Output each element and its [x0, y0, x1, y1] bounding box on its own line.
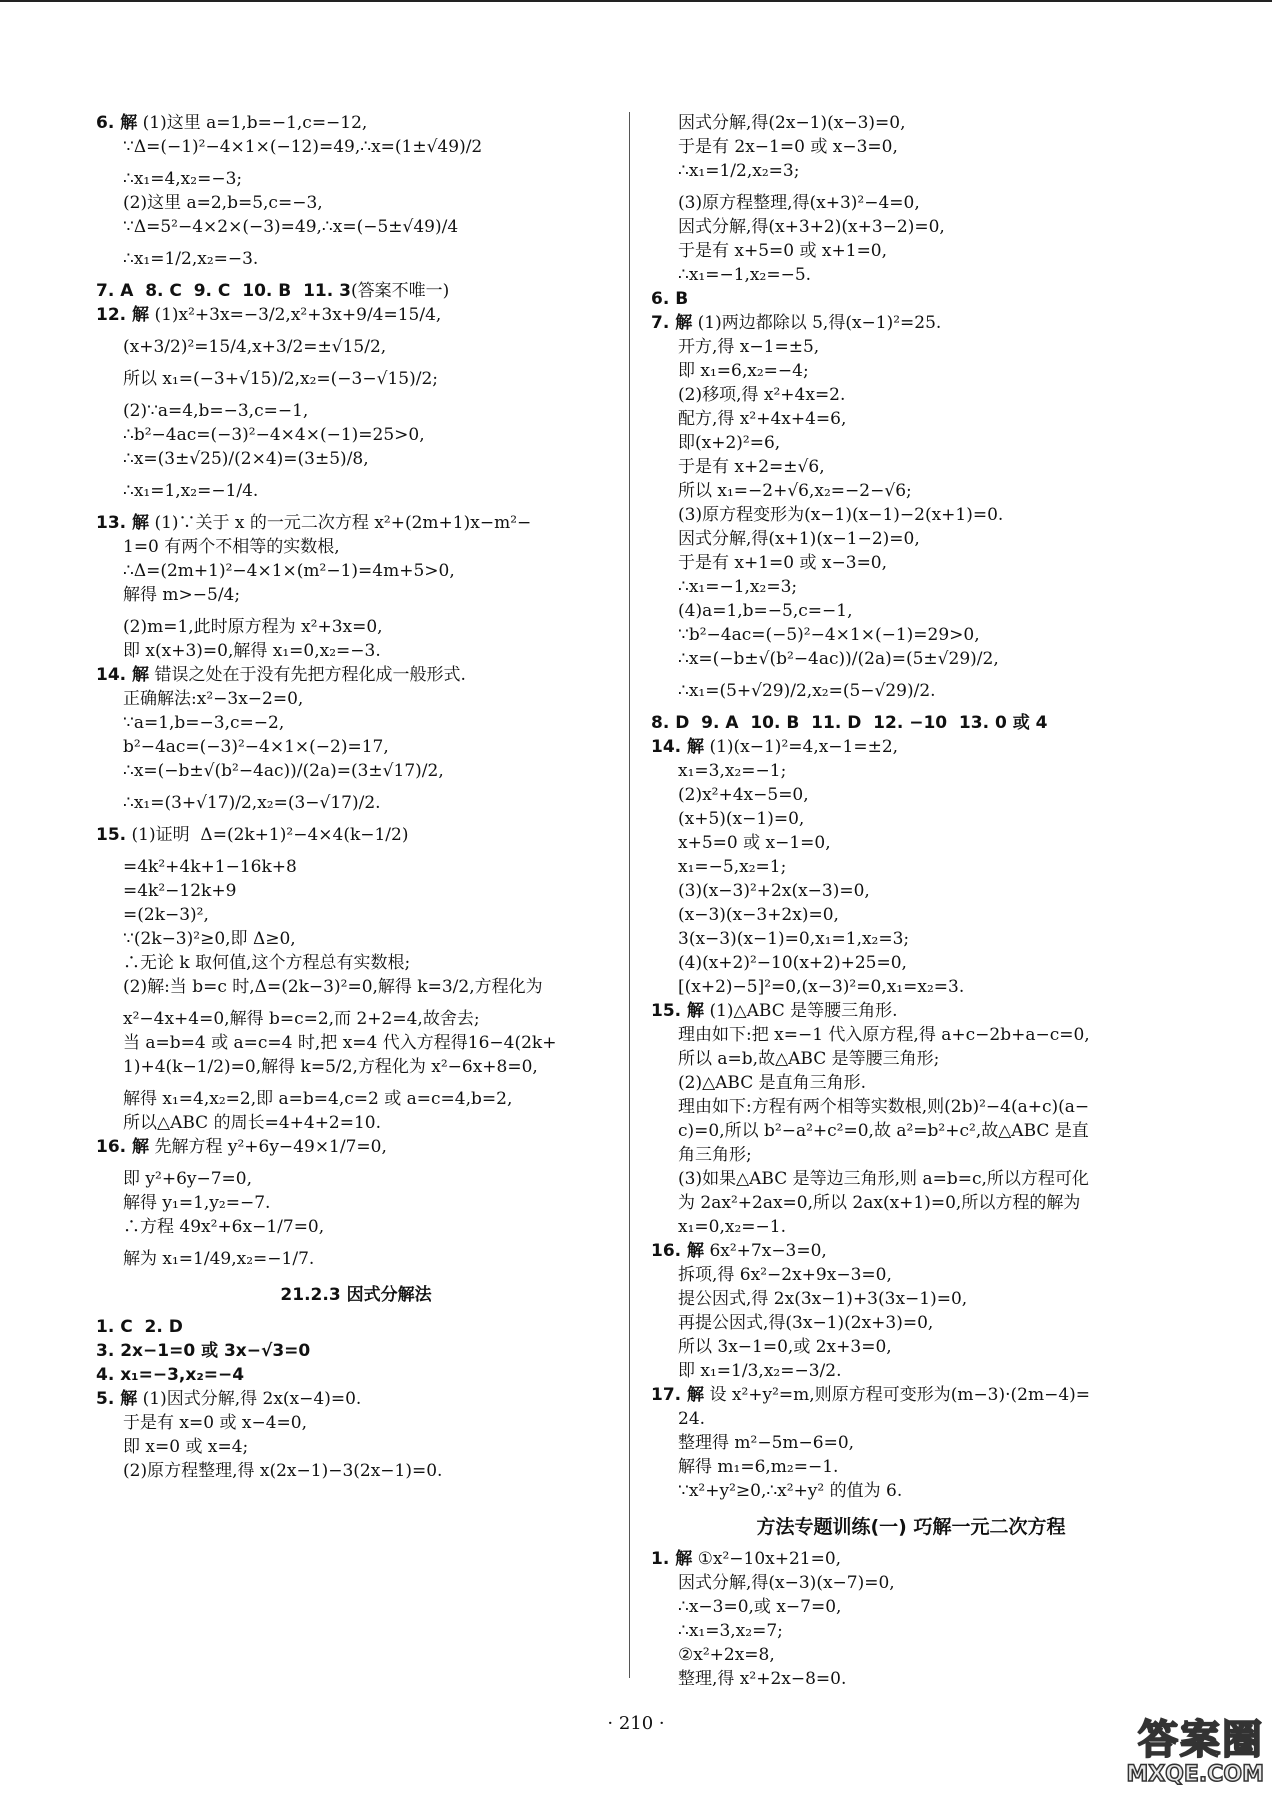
watermark-stamp: 答案圈 [1138, 1717, 1264, 1763]
answer-line [651, 904, 1171, 926]
answer-line [96, 664, 616, 686]
answer-text: (x+3/2)²=15/4,x+3/2=±√15/2, [123, 337, 387, 357]
answer-line [651, 480, 1171, 502]
question-number: 16. 解 [651, 1241, 705, 1261]
answer-line [96, 248, 616, 270]
question-number: 14. 解 [96, 665, 150, 685]
answer-text: 再提公因式,得(3x−1)(2x+3)=0, [678, 1313, 934, 1333]
answer-text: (答案不唯一) [350, 281, 450, 301]
top-border [0, 0, 1272, 2]
answer-line [96, 1216, 616, 1238]
right-answers [651, 112, 1171, 1502]
answer-text: (x+5)(x−1)=0, [678, 809, 805, 829]
answer-text: 解得 x₁=4,x₂=2,即 a=b=4,c=2 或 a=c=4,b=2, [123, 1089, 513, 1109]
answer-text: ∵Δ=5²−4×2×(−3)=49,∴x=(−5±√49)/4 [123, 217, 459, 237]
answer-line [96, 952, 616, 974]
answer-text: b²−4ac=(−3)²−4×1×(−2)=17, [123, 737, 389, 757]
answer-text: 角三角形; [678, 1145, 752, 1165]
answer-text: 解为 x₁=1/49,x₂=−1/7. [123, 1249, 315, 1269]
answer-line [651, 1668, 1171, 1690]
question-number: 5. 解 [96, 1389, 138, 1409]
answer-line [651, 1596, 1171, 1618]
question-number: 16. 解 [96, 1137, 150, 1157]
answer-line [651, 1096, 1171, 1118]
answer-line [96, 1032, 616, 1054]
question-number: 4. x₁=−3,x₂=−4 [96, 1365, 245, 1385]
right-answers-method-training [651, 1548, 1171, 1690]
answer-text: 为 2ax²+2ax=0,所以 2ax(x+1)=0,所以方程的解为 [678, 1193, 1081, 1213]
answer-line [96, 216, 616, 238]
answer-line [96, 760, 616, 782]
section-heading-factorization: 21.2.3 因式分解法 [280, 1285, 432, 1305]
answer-text: (3)(x−3)²+2x(x−3)=0, [678, 881, 870, 901]
right-column [651, 112, 1171, 1692]
answer-line [651, 1000, 1171, 1022]
watermark-site: MXQE.COM [1126, 1762, 1264, 1787]
answer-line [96, 904, 616, 926]
question-number: 17. 解 [651, 1385, 705, 1405]
answer-line [651, 456, 1171, 478]
answer-line [96, 736, 616, 758]
question-number: 3. 2x−1=0 或 3x−√3=0 [96, 1341, 311, 1361]
answer-line [651, 504, 1171, 526]
page-number: · 210 · [607, 1713, 665, 1734]
answer-text: 于是有 2x−1=0 或 x−3=0, [678, 137, 898, 157]
answer-text: (1)证明 Δ=(2k+1)²−4×4(k−1/2) [126, 825, 409, 845]
answer-line [651, 1072, 1171, 1094]
question-number: 15. 解 [651, 1001, 705, 1021]
answer-text: =4k²−12k+9 [123, 881, 237, 901]
column-divider [629, 112, 630, 1678]
answer-text: (2)△ABC 是直角三角形. [678, 1073, 867, 1093]
answer-line [651, 808, 1171, 830]
answer-text: x₁=0,x₂=−1. [678, 1217, 786, 1237]
answer-line [651, 112, 1171, 134]
answer-text: ∴方程 49x²+6x−1/7=0, [123, 1217, 325, 1237]
answer-text: 解得 m₁=6,m₂=−1. [678, 1457, 839, 1477]
answer-text: 解得 y₁=1,y₂=−7. [123, 1193, 271, 1213]
answer-line [651, 1432, 1171, 1454]
answer-line [651, 760, 1171, 782]
answer-text: 于是有 x+1=0 或 x−3=0, [678, 553, 888, 573]
answer-text: 1)+4(k−1/2)=0,解得 k=5/2,方程化为 x²−6x+8=0, [123, 1057, 538, 1077]
answer-line [651, 312, 1171, 334]
answer-text: ∴b²−4ac=(−3)²−4×4×(−1)=25>0, [123, 425, 425, 445]
question-number: 1. C 2. D [96, 1317, 183, 1337]
answer-line [651, 680, 1171, 702]
answer-text: 即 x=0 或 x=4; [123, 1437, 249, 1457]
answer-line [96, 560, 616, 582]
answer-text: 所以 x₁=(−3+√15)/2,x₂=(−3−√15)/2; [123, 369, 438, 389]
answer-text: ∴x₁=1/2,x₂=−3. [123, 249, 259, 269]
question-number: 15. [96, 825, 127, 845]
answer-line [651, 192, 1171, 214]
answer-text: 即 x(x+3)=0,解得 x₁=0,x₂=−3. [123, 641, 381, 661]
question-number: 6. B [651, 289, 689, 309]
answer-line [96, 112, 616, 134]
answer-line [96, 480, 616, 502]
answer-text: 因式分解,得(2x−1)(x−3)=0, [678, 113, 906, 133]
answer-line [651, 1384, 1171, 1406]
answer-text: ∴x₁=(5+√29)/2,x₂=(5−√29)/2. [678, 681, 936, 701]
answer-line [96, 536, 616, 558]
answer-text: 因式分解,得(x+3+2)(x+3−2)=0, [678, 217, 945, 237]
answer-line [96, 1136, 616, 1158]
answer-line [651, 240, 1171, 262]
answer-line [96, 336, 616, 358]
answer-line [96, 640, 616, 662]
answer-line [96, 1436, 616, 1458]
answer-line [651, 1120, 1171, 1142]
answer-text: (2)m=1,此时原方程为 x²+3x=0, [123, 617, 383, 637]
answer-line [651, 1192, 1171, 1214]
answer-line [96, 688, 616, 710]
answer-line [96, 280, 616, 302]
left-answers [96, 112, 616, 1270]
answer-line [651, 600, 1171, 622]
answer-text: 因式分解,得(x−3)(x−7)=0, [678, 1573, 895, 1593]
answer-text: 拆项,得 6x²−2x+9x−3=0, [678, 1265, 892, 1285]
answer-text: ∴x₁=−1,x₂=3; [678, 577, 798, 597]
answer-text: 设 x²+y²=m,则原方程可变形为(m−3)·(2m−4)= [704, 1385, 1091, 1405]
answer-line [96, 1056, 616, 1078]
answer-text: 开方,得 x−1=±5, [678, 337, 820, 357]
answer-line [96, 136, 616, 158]
answer-line [96, 168, 616, 190]
answer-text: (2)这里 a=2,b=5,c=−3, [123, 193, 323, 213]
answer-line [651, 880, 1171, 902]
answer-line [651, 928, 1171, 950]
answer-line [651, 336, 1171, 358]
answer-line [651, 712, 1171, 734]
answer-line [651, 1620, 1171, 1642]
answer-text: (1)两边都除以 5,得(x−1)²=25. [692, 313, 942, 333]
question-number: 6. 解 [96, 113, 138, 133]
answer-text: =(2k−3)², [123, 905, 209, 925]
answer-line [96, 928, 616, 950]
answer-line [651, 1336, 1171, 1358]
answer-text: ∴x₁=1,x₂=−1/4. [123, 481, 259, 501]
answer-line [96, 1192, 616, 1214]
answer-text: ∵(2k−3)²≥0,即 Δ≥0, [123, 929, 296, 949]
answer-line [96, 1248, 616, 1270]
answer-line [651, 1240, 1171, 1262]
question-number: 8. D 9. A 10. B 11. D 12. −10 13. 0 或 4 [651, 713, 1048, 733]
answer-line [651, 288, 1171, 310]
answer-text: 解得 m>−5/4; [123, 585, 241, 605]
answer-line [651, 1360, 1171, 1382]
answer-text: (1)x²+3x=−3/2,x²+3x+9/4=15/4, [149, 305, 442, 325]
answer-text: ∴x=(−b±√(b²−4ac))/(2a)=(5±√29)/2, [678, 649, 999, 669]
answer-line [651, 784, 1171, 806]
section-heading-method-training: 方法专题训练(一) 巧解一元二次方程 [756, 1516, 1066, 1538]
answer-line [96, 1388, 616, 1410]
answer-line [651, 1572, 1171, 1594]
answer-text: 因式分解,得(x+1)(x−1−2)=0, [678, 529, 920, 549]
answer-text: (1)因式分解,得 2x(x−4)=0. [137, 1389, 362, 1409]
answer-text: 整理,得 x²+2x−8=0. [678, 1669, 847, 1689]
answer-text: 提公因式,得 2x(3x−1)+3(3x−1)=0, [678, 1289, 968, 1309]
answer-line [651, 432, 1171, 454]
answer-line [651, 1312, 1171, 1334]
answer-text: 所以△ABC 的周长=4+4+2=10. [123, 1113, 382, 1133]
answer-line [651, 1288, 1171, 1310]
answer-line [96, 1088, 616, 1110]
answer-text: 6x²+7x−3=0, [704, 1241, 827, 1261]
answer-text: ②x²+2x=8, [678, 1645, 775, 1665]
answer-line [651, 136, 1171, 158]
answer-text: =4k²+4k+1−16k+8 [123, 857, 297, 877]
answer-text: 整理得 m²−5m−6=0, [678, 1433, 855, 1453]
answer-line [651, 1216, 1171, 1238]
answer-line [651, 1644, 1171, 1666]
answer-line [651, 856, 1171, 878]
answer-text: 即 y²+6y−7=0, [123, 1169, 253, 1189]
answer-line [651, 1264, 1171, 1286]
answer-line [96, 368, 616, 390]
answer-line [96, 616, 616, 638]
answer-line [96, 584, 616, 606]
answer-text: ∴x=(3±√25)/(2×4)=(3±5)/8, [123, 449, 369, 469]
answer-text: ∴x₁=4,x₂=−3; [123, 169, 243, 189]
answer-line [651, 360, 1171, 382]
answer-text: ∴x=(−b±√(b²−4ac))/(2a)=(3±√17)/2, [123, 761, 444, 781]
answer-text: ①x²−10x+21=0, [692, 1549, 842, 1569]
answer-text: 所以 x₁=−2+√6,x₂=−2−√6; [678, 481, 912, 501]
answer-line [96, 976, 616, 998]
answer-line [651, 216, 1171, 238]
answer-text: 3(x−3)(x−1)=0,x₁=1,x₂=3; [678, 929, 910, 949]
answer-text: ∵b²−4ac=(−5)²−4×1×(−1)=29>0, [678, 625, 980, 645]
answer-text: 即 x₁=6,x₂=−4; [678, 361, 809, 381]
answer-text: 当 a=b=4 或 a=c=4 时,把 x=4 代入方程得16−4(2k+ [123, 1033, 557, 1053]
answer-line [96, 1340, 616, 1362]
answer-text: ∴x−3=0,或 x−7=0, [678, 1597, 842, 1617]
answer-line [651, 952, 1171, 974]
answer-line [96, 856, 616, 878]
answer-text: [(x+2)−5]²=0,(x−3)²=0,x₁=x₂=3. [678, 977, 965, 997]
answer-text: ∴x₁=−1,x₂=−5. [678, 265, 812, 285]
answer-line [651, 1480, 1171, 1502]
answer-text: ∴无论 k 取何值,这个方程总有实数根; [123, 953, 411, 973]
answer-text: ∴Δ=(2m+1)²−4×1×(m²−1)=4m+5>0, [123, 561, 455, 581]
answer-text: (x−3)(x−3+2x)=0, [678, 905, 839, 925]
answer-text: (3)原方程整理,得(x+3)²−4=0, [678, 193, 920, 213]
answer-line [96, 1412, 616, 1434]
answer-text: x₁=−5,x₂=1; [678, 857, 787, 877]
answer-text: 即 x₁=1/3,x₂=−3/2. [678, 1361, 842, 1381]
answer-line [651, 832, 1171, 854]
answer-text: ∴x₁=(3+√17)/2,x₂=(3−√17)/2. [123, 793, 381, 813]
question-number: 13. 解 [96, 513, 150, 533]
answer-text: ∴x₁=3,x₂=7; [678, 1621, 783, 1641]
answer-text: (1)这里 a=1,b=−1,c=−12, [137, 113, 368, 133]
question-number: 14. 解 [651, 737, 705, 757]
answer-line [651, 264, 1171, 286]
answer-line [651, 1456, 1171, 1478]
answer-line [96, 1112, 616, 1134]
answer-text: (1)(x−1)²=4,x−1=±2, [704, 737, 899, 757]
answer-line [96, 712, 616, 734]
answer-line [96, 1168, 616, 1190]
answer-line [96, 304, 616, 326]
answer-line [96, 400, 616, 422]
answer-line [96, 192, 616, 214]
answer-line [651, 528, 1171, 550]
answer-line [651, 1144, 1171, 1166]
answer-text: x+5=0 或 x−1=0, [678, 833, 831, 853]
answer-text: 错误之处在于没有先把方程化成一般形式. [149, 665, 466, 685]
answer-line [651, 552, 1171, 574]
question-number: 7. 解 [651, 313, 693, 333]
answer-text: c)=0,所以 b²−a²+c²=0,故 a²=b²+c²,故△ABC 是直 [678, 1121, 1089, 1141]
answer-text: 于是有 x+5=0 或 x+1=0, [678, 241, 888, 261]
answer-text: 所以 3x−1=0,或 2x+3=0, [678, 1337, 892, 1357]
answer-text: 1=0 有两个不相等的实数根, [123, 537, 340, 557]
answer-text: ∵a=1,b=−3,c=−2, [123, 713, 285, 733]
answer-text: (3)如果△ABC 是等边三角形,则 a=b=c,所以方程可化 [678, 1169, 1089, 1189]
answer-text: (2)x²+4x−5=0, [678, 785, 809, 805]
answer-text: 即(x+2)²=6, [678, 433, 781, 453]
answer-line [96, 1460, 616, 1482]
answer-text: (4)(x+2)²−10(x+2)+25=0, [678, 953, 907, 973]
answer-line [96, 1364, 616, 1386]
answer-line [651, 1048, 1171, 1070]
answer-text: 所以 a=b,故△ABC 是等腰三角形; [678, 1049, 940, 1069]
left-column [96, 112, 616, 1484]
answer-text: 正确解法:x²−3x−2=0, [123, 689, 304, 709]
question-number: 1. 解 [651, 1549, 693, 1569]
answer-line [651, 1408, 1171, 1430]
answer-text: (2)解:当 b=c 时,Δ=(2k−3)²=0,解得 k=3/2,方程化为 [123, 977, 543, 997]
answer-line [651, 384, 1171, 406]
answer-text: (3)原方程变形为(x−1)(x−1)−2(x+1)=0. [678, 505, 1004, 525]
answer-line [96, 424, 616, 446]
answer-text: (2)移项,得 x²+4x=2. [678, 385, 846, 405]
answer-text: x₁=3,x₂=−1; [678, 761, 787, 781]
answer-line [651, 1168, 1171, 1190]
answer-line [96, 1316, 616, 1338]
answer-text: 24. [678, 1409, 706, 1429]
watermark-logo [1044, 1718, 1264, 1792]
answer-text: 于是有 x=0 或 x−4=0, [123, 1413, 307, 1433]
answer-line [651, 1548, 1171, 1570]
question-number: 7. A 8. C 9. C 10. B 11. 3 [96, 281, 351, 301]
answer-text: ∵x²+y²≥0,∴x²+y² 的值为 6. [678, 1481, 903, 1501]
answer-line [651, 160, 1171, 182]
answer-line [96, 448, 616, 470]
answer-line [651, 976, 1171, 998]
left-answers-factorization [96, 1316, 616, 1482]
answer-line [651, 736, 1171, 758]
answer-line [651, 1024, 1171, 1046]
answer-line [96, 512, 616, 534]
answer-text: 先解方程 y²+6y−49×1/7=0, [149, 1137, 387, 1157]
answer-line [651, 576, 1171, 598]
answer-text: ∴x₁=1/2,x₂=3; [678, 161, 800, 181]
answer-line [651, 624, 1171, 646]
answer-text: 于是有 x+2=±√6, [678, 457, 825, 477]
answer-line [651, 408, 1171, 430]
answer-text: ∵Δ=(−1)²−4×1×(−12)=49,∴x=(1±√49)/2 [123, 137, 483, 157]
answer-text: x²−4x+4=0,解得 b=c=2,而 2+2=4,故舍去; [123, 1009, 480, 1029]
answer-text: 配方,得 x²+4x+4=6, [678, 409, 847, 429]
answer-text: (4)a=1,b=−5,c=−1, [678, 601, 853, 621]
answer-text: (2)原方程整理,得 x(2x−1)−3(2x−1)=0. [123, 1461, 443, 1481]
answer-line [96, 880, 616, 902]
answer-text: (2)∵a=4,b=−3,c=−1, [123, 401, 309, 421]
answer-text: (1)∵关于 x 的一元二次方程 x²+(2m+1)x−m²− [149, 513, 532, 533]
answer-line [96, 824, 616, 846]
answer-line [651, 648, 1171, 670]
answer-text: (1)△ABC 是等腰三角形. [704, 1001, 898, 1021]
question-number: 12. 解 [96, 305, 150, 325]
answer-line [96, 792, 616, 814]
answer-text: 理由如下:把 x=−1 代入原方程,得 a+c−2b+a−c=0, [678, 1025, 1090, 1045]
answer-text: 理由如下:方程有两个相等实数根,则(2b)²−4(a+c)(a− [678, 1097, 1090, 1117]
answer-line [96, 1008, 616, 1030]
